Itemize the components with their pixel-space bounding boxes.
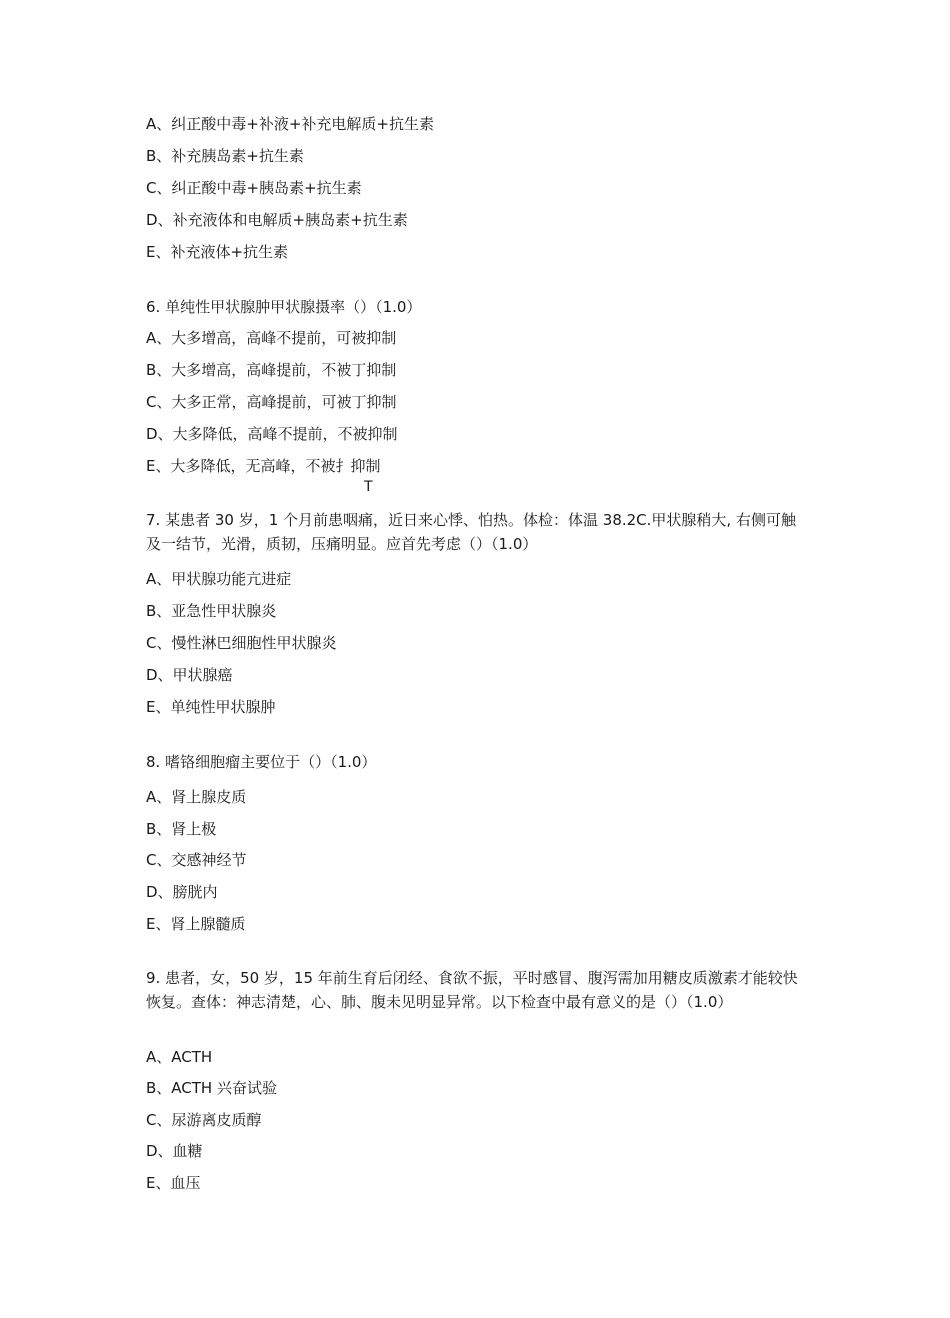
q7-option-e: E、单纯性甲状腺肿 bbox=[146, 698, 276, 716]
q7-option-d: D、甲状腺癌 bbox=[146, 666, 233, 684]
q9-option-e: E、血压 bbox=[146, 1174, 201, 1192]
q5-option-d: D、补充液体和电解质+胰岛素+抗生素 bbox=[146, 211, 408, 229]
q7-stem: 7. 某患者 30 岁，1 个月前患咽痛，近日来心悸、怕热。体检：体温 38.2C.甲状腺稍大, 右侧可触及一结节，光滑，质韧，压痛明显。应首先考虑（）（1.0） bbox=[146, 511, 796, 553]
q7-option-b: B、亚急性甲状腺炎 bbox=[146, 602, 277, 620]
q6-option-e: E、大多降低，无高峰，不被扌抑制 bbox=[146, 457, 381, 475]
q7-option-c: C、慢性淋巴细胞性甲状腺炎 bbox=[146, 634, 337, 652]
q5-option-b: B、补充胰岛素+抗生素 bbox=[146, 147, 304, 165]
q8-option-d: D、膀胱内 bbox=[146, 883, 218, 901]
q8-option-c: C、交感神经节 bbox=[146, 851, 247, 869]
q7-option-a: A、甲状腺功能亢进症 bbox=[146, 570, 292, 588]
q8-stem: 8. 嗜铬细胞瘤主要位于（）（1.0） bbox=[146, 753, 377, 771]
q9-option-c: C、尿游离皮质醇 bbox=[146, 1111, 262, 1129]
stray-mark: T bbox=[364, 479, 373, 495]
q8-option-b: B、肾上极 bbox=[146, 820, 217, 838]
q5-option-a: A、纠正酸中毒+补液+补充电解质+抗生素 bbox=[146, 115, 434, 133]
q9-option-b: B、ACTH 兴奋试验 bbox=[146, 1079, 277, 1097]
q9-stem: 9. 患者，女，50 岁，15 年前生育后闭经、食欲不振，平时感冒、腹泻需加用糖皮质激素才能较快恢复。查体：神志清楚，心、肺、腹未见明显异常。以下检查中最有意义的是（）（1.0） bbox=[146, 969, 798, 1011]
q5-option-c: C、纠正酸中毒+胰岛素+抗生素 bbox=[146, 179, 362, 197]
q8-option-a: A、肾上腺皮质 bbox=[146, 788, 247, 806]
q9-option-a: A、ACTH bbox=[146, 1048, 213, 1066]
q5-option-e: E、补充液体+抗生素 bbox=[146, 243, 289, 261]
q6-option-c: C、大多正常，高峰提前，可被丁抑制 bbox=[146, 393, 397, 411]
q6-option-b: B、大多增高，高峰提前，不被丁抑制 bbox=[146, 361, 397, 379]
q8-option-e: E、肾上腺髓质 bbox=[146, 915, 246, 933]
q6-option-d: D、大多降低，高峰不提前，不被抑制 bbox=[146, 425, 398, 443]
q9-option-d: D、血糖 bbox=[146, 1142, 203, 1160]
q6-stem: 6. 单纯性甲状腺肿甲状腺摄率（）（1.0） bbox=[146, 298, 422, 316]
q6-option-a: A、大多增高，高峰不提前，可被抑制 bbox=[146, 329, 397, 347]
